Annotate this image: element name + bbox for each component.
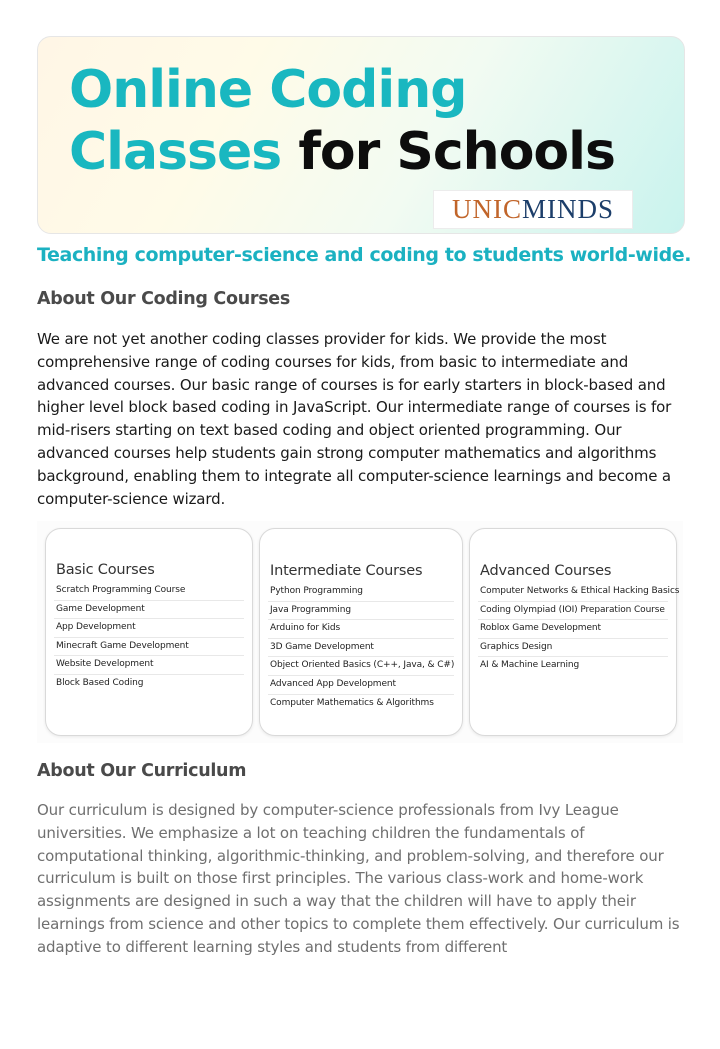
about-curriculum-heading: About Our Curriculum [37, 761, 247, 781]
hero-banner [37, 36, 685, 234]
list-item: Graphics Design [478, 639, 668, 658]
list-item: Minecraft Game Development [54, 638, 244, 657]
list-item: Advanced App Development [268, 676, 454, 695]
list-item: Game Development [54, 601, 244, 620]
course-cards [37, 521, 683, 743]
basic-courses-card [45, 528, 253, 736]
list-item: AI & Machine Learning [480, 660, 580, 671]
list-item: Scratch Programming Course [54, 582, 244, 601]
advanced-courses-list [478, 583, 680, 675]
about-courses-paragraph: We are not yet another coding classes provider for kids. We provide the most comprehensive range of coding courses for kids, from basic to intermediate and advanced courses. Our basic range of courses is for early starters in block-based and higher level block based coding in JavaScript. Our intermediate range of courses is for mid-risers starting on text based coding and object oriented programming. Our advanced courses help students gain strong computer mathematics and algorithms background, enabling them to integrate all computer-science learnings and become a computer-science wizard. [37, 330, 672, 508]
intermediate-courses-title: Intermediate Courses [270, 563, 423, 579]
list-item: App Development [54, 619, 244, 638]
list-item: 3D Game Development [268, 639, 454, 658]
banner-title-classes: Classes [69, 122, 282, 182]
list-item: Computer Mathematics & Algorithms [270, 697, 434, 708]
tagline: Teaching computer-science and coding to students world-wide. [37, 244, 692, 266]
unicminds-logo [433, 190, 633, 229]
list-item: Arduino for Kids [268, 620, 454, 639]
basic-courses-title: Basic Courses [56, 562, 155, 578]
list-item: Computer Networks & Ethical Hacking Basics [478, 583, 668, 602]
about-courses-heading: About Our Coding Courses [37, 289, 290, 309]
list-item: Java Programming [268, 602, 454, 621]
list-item: Object Oriented Basics (C++, Java, & C#) [268, 657, 454, 676]
banner-title-for-schools: for Schools [298, 122, 615, 182]
advanced-courses-title: Advanced Courses [480, 563, 612, 579]
banner-title [69, 59, 615, 183]
basic-courses-list [54, 582, 244, 693]
logo-part-unic: UNIC [451, 194, 522, 224]
intermediate-courses-card [259, 528, 463, 736]
banner-title-line1: Online Coding [69, 60, 467, 120]
list-item: Coding Olympiad (IOI) Preparation Course [478, 602, 668, 621]
list-item: Python Programming [268, 583, 454, 602]
list-item: Block Based Coding [56, 677, 144, 688]
list-item: Roblox Game Development [478, 620, 668, 639]
list-item: Website Development [54, 656, 244, 675]
logo-part-minds: MINDS [521, 194, 614, 224]
advanced-courses-card [469, 528, 680, 736]
curriculum-paragraph: Our curriculum is designed by computer-science professionals from Ivy League universities. We emphasize a lot on teaching children the fundamentals of computational thinking, algorithmic-thinking, and problem-solving, and therefore our curriculum is built on those first principles. The various class-work and home-work assignments are designed in such a way that the children will have to apply their learnings from science and other topics to complete them effectively. Our curriculum is adaptive to different learning styles and students from different [37, 801, 680, 956]
intermediate-courses-list [268, 583, 454, 712]
